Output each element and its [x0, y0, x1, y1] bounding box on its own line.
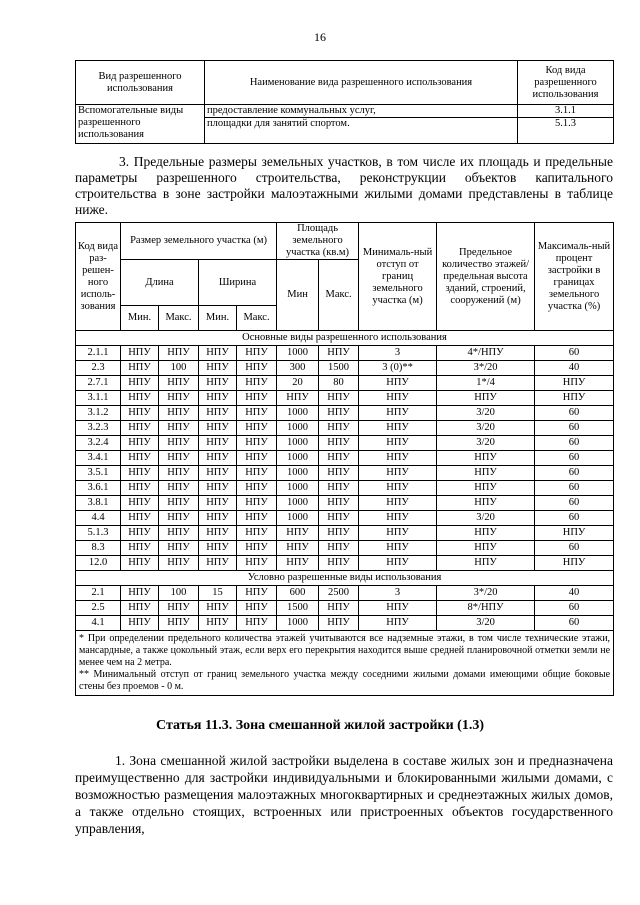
table-row — [76, 391, 614, 406]
table-cell: НПУ — [319, 421, 359, 436]
table-cell: 1500 — [277, 601, 319, 616]
table-cell: НПУ — [359, 376, 437, 391]
table-cell: НПУ — [277, 391, 319, 406]
table-cell: НПУ — [437, 481, 535, 496]
footnote-setback: ** Минимальный отступ от границ земельного участка между соседними жилыми домами имеющими общие боковые стены без проемов - 0 м. — [79, 669, 611, 692]
table-cell: НПУ — [237, 391, 277, 406]
table-cell: НПУ — [277, 526, 319, 541]
table-row — [76, 436, 614, 451]
header-area-max: Макс. — [319, 260, 359, 331]
table-cell: НПУ — [437, 526, 535, 541]
header-area: Площадь земельного участка (кв.м) — [277, 223, 359, 260]
table-cell: 12.0 — [76, 556, 121, 571]
table-cell: НПУ — [121, 556, 159, 571]
table-row — [76, 361, 614, 376]
table-row — [76, 346, 614, 361]
table-cell: НПУ — [237, 376, 277, 391]
table-cell: НПУ — [319, 481, 359, 496]
table-cell: 60 — [535, 436, 614, 451]
table-cell: 3.1.2 — [76, 406, 121, 421]
table-cell: 3.4.1 — [76, 451, 121, 466]
use-kind-cell: Вспомогательные виды разрешенного использования — [76, 105, 205, 144]
table-cell: НПУ — [159, 376, 199, 391]
table-row — [76, 376, 614, 391]
table-cell: НПУ — [121, 421, 159, 436]
table-cell: НПУ — [159, 421, 199, 436]
table-cell: НПУ — [437, 466, 535, 481]
table-cell: НПУ — [237, 346, 277, 361]
table-cell: НПУ — [359, 406, 437, 421]
table-cell: 3.1.1 — [76, 391, 121, 406]
table-row — [76, 556, 614, 571]
table-row — [76, 406, 614, 421]
table-cell: 60 — [535, 496, 614, 511]
table-row — [76, 466, 614, 481]
header-width-min: Мин. — [199, 306, 237, 331]
table-cell: НПУ — [159, 391, 199, 406]
table-cell: НПУ — [159, 601, 199, 616]
table-cell: 1000 — [277, 421, 319, 436]
table-cell: НПУ — [319, 406, 359, 421]
table-cell: НПУ — [359, 526, 437, 541]
table-cell: НПУ — [319, 541, 359, 556]
table-cell: 3/20 — [437, 616, 535, 631]
header-use-kind: Вид разрешенного использования — [76, 61, 205, 105]
table-cell: НПУ — [319, 436, 359, 451]
table-cell: НПУ — [359, 556, 437, 571]
table-cell: НПУ — [359, 601, 437, 616]
table-cell: НПУ — [535, 526, 614, 541]
table-cell: 3.2.4 — [76, 436, 121, 451]
table-cell: 1000 — [277, 511, 319, 526]
table-cell: НПУ — [121, 346, 159, 361]
table-cell: НПУ — [437, 451, 535, 466]
table-row — [76, 541, 614, 556]
table-cell: НПУ — [359, 466, 437, 481]
table-cell: 60 — [535, 481, 614, 496]
table-cell: НПУ — [277, 541, 319, 556]
table-cell: НПУ — [121, 466, 159, 481]
table-cell: НПУ — [319, 466, 359, 481]
table-cell: НПУ — [359, 616, 437, 631]
table-row — [76, 421, 614, 436]
section-row — [76, 331, 614, 346]
table-cell: НПУ — [237, 421, 277, 436]
table-cell: 300 — [277, 361, 319, 376]
table-cell: 15 — [199, 586, 237, 601]
table-cell: НПУ — [121, 406, 159, 421]
table-cell: 3/20 — [437, 421, 535, 436]
table-header-row — [76, 223, 614, 260]
header-length: Длина — [121, 260, 199, 306]
table-cell: НПУ — [237, 361, 277, 376]
table-cell: 4.1 — [76, 616, 121, 631]
table-cell: НПУ — [159, 496, 199, 511]
table-cell: НПУ — [437, 391, 535, 406]
table-cell: 3/20 — [437, 436, 535, 451]
table-cell: НПУ — [159, 541, 199, 556]
table-cell: НПУ — [121, 361, 159, 376]
table-cell: НПУ — [437, 556, 535, 571]
table-row — [76, 511, 614, 526]
table-cell: НПУ — [319, 601, 359, 616]
table-row — [76, 496, 614, 511]
table-cell: 3*/20 — [437, 586, 535, 601]
table-cell: НПУ — [359, 481, 437, 496]
table-cell: НПУ — [199, 406, 237, 421]
table-cell: НПУ — [159, 406, 199, 421]
table-cell: 2.5 — [76, 601, 121, 616]
table-cell: НПУ — [159, 526, 199, 541]
table-cell: НПУ — [121, 511, 159, 526]
page-number: 16 — [314, 30, 326, 44]
table-cell: 2.3 — [76, 361, 121, 376]
table-cell: 3.5.1 — [76, 466, 121, 481]
footnote-floors: * При определении предельного количества этажей учитываются все надземные этажи, в том числе технические этажи, мансардные, а также цокольный этаж, если верх его перекрытия находится выше средней планировочной отметки земли не менее чем на 2 метра. — [79, 633, 611, 668]
paragraph-article-1: 1. Зона смешанной жилой застройки выделена в составе жилых зон и предназначена преимущественно для застройки индивидуальными и блокированными жилыми домами, с возможностью размещения малоэтажных многоквартирных и среднеэтажных жилых домов, а также отдельно стоящих, встроенных или пристроенных объектов государственного управления, — [75, 753, 613, 836]
article-heading: Статья 11.3. Зона смешанной жилой застройки (1.3) — [156, 718, 484, 733]
table-cell: 1*/4 — [437, 376, 535, 391]
table-cell: 1000 — [277, 436, 319, 451]
table-cell: НПУ — [159, 451, 199, 466]
table-cell: НПУ — [199, 526, 237, 541]
table-cell: 40 — [535, 361, 614, 376]
table-cell: 1500 — [319, 361, 359, 376]
table-cell: НПУ — [237, 541, 277, 556]
table-cell: НПУ — [159, 616, 199, 631]
table-cell: НПУ — [199, 361, 237, 376]
section-main-label: Основные виды разрешенного использования — [76, 331, 614, 346]
table-row — [76, 105, 614, 118]
table-cell: НПУ — [437, 541, 535, 556]
table-cell: 20 — [277, 376, 319, 391]
table-cell: НПУ — [199, 496, 237, 511]
table-cell: 1000 — [277, 616, 319, 631]
table-cell: НПУ — [121, 451, 159, 466]
table-cell: НПУ — [359, 436, 437, 451]
table-cell: НПУ — [159, 511, 199, 526]
table-row — [76, 481, 614, 496]
table-cell: НПУ — [159, 346, 199, 361]
table-cell: НПУ — [359, 421, 437, 436]
table-cell: НПУ — [237, 601, 277, 616]
table-header-row — [76, 61, 614, 105]
header-floors: Предельное количество этажей/ предельная высота зданий, строений, сооружений (м) — [437, 223, 535, 331]
table-cell: НПУ — [199, 451, 237, 466]
table-cell: НПУ — [319, 346, 359, 361]
table-cell: НПУ — [319, 451, 359, 466]
table-cell: НПУ — [437, 496, 535, 511]
table-cell: НПУ — [237, 436, 277, 451]
header-use-code: Код вида разрешенного использования — [518, 61, 614, 105]
table-cell: НПУ — [277, 556, 319, 571]
header-setback: Минималь-ный отступ от границ земельного участка (м) — [359, 223, 437, 331]
table-cell: 60 — [535, 466, 614, 481]
header-use-name: Наименование вида разрешенного использования — [205, 61, 518, 105]
table-cell: 3*/20 — [437, 361, 535, 376]
table-cell: 8.3 — [76, 541, 121, 556]
section-conditional-label: Условно разрешенные виды использования — [76, 571, 614, 586]
table-cell: НПУ — [121, 601, 159, 616]
paragraph-3: 3. Предельные размеры земельных участков, в том числе их площадь и предельные параметры разрешенного строительства, реконструкции объектов капитального строительства в зоне застройки малоэтажными жилыми домами представлены в таблице ниже. — [75, 154, 613, 217]
permitted-uses-table — [75, 60, 614, 144]
table-cell: НПУ — [121, 616, 159, 631]
table-cell: НПУ — [237, 526, 277, 541]
table-cell: НПУ — [159, 556, 199, 571]
table-cell: 4.4 — [76, 511, 121, 526]
table-cell: 4*/НПУ — [437, 346, 535, 361]
table-cell: 60 — [535, 451, 614, 466]
table-cell: НПУ — [121, 586, 159, 601]
notes-row — [76, 631, 614, 696]
table-cell: НПУ — [535, 556, 614, 571]
table-cell: НПУ — [199, 556, 237, 571]
table-cell: НПУ — [319, 496, 359, 511]
table-cell: 3.2.3 — [76, 421, 121, 436]
table-row — [76, 616, 614, 631]
table-row — [76, 601, 614, 616]
table-cell: НПУ — [121, 391, 159, 406]
table-cell: НПУ — [237, 496, 277, 511]
table-cell: НПУ — [121, 481, 159, 496]
table-cell: 3 — [359, 346, 437, 361]
table-cell: 5.1.3 — [76, 526, 121, 541]
table-cell: 60 — [535, 601, 614, 616]
header-width-max: Макс. — [237, 306, 277, 331]
table-cell: НПУ — [199, 466, 237, 481]
table-cell: НПУ — [199, 481, 237, 496]
table-cell: НПУ — [319, 556, 359, 571]
header-length-max: Макс. — [159, 306, 199, 331]
table-cell: НПУ — [199, 421, 237, 436]
table-cell: НПУ — [199, 436, 237, 451]
table-cell: НПУ — [121, 526, 159, 541]
table-cell: НПУ — [121, 436, 159, 451]
table-cell: НПУ — [237, 586, 277, 601]
table-cell: НПУ — [319, 511, 359, 526]
table-cell: НПУ — [199, 541, 237, 556]
table-cell: НПУ — [237, 556, 277, 571]
table-cell: НПУ — [237, 466, 277, 481]
table-cell: НПУ — [237, 406, 277, 421]
table-cell: 100 — [159, 361, 199, 376]
table-cell: НПУ — [237, 451, 277, 466]
table-cell: 2.7.1 — [76, 376, 121, 391]
table-cell: 1000 — [277, 466, 319, 481]
table-cell: НПУ — [319, 391, 359, 406]
header-area-min: Мин — [277, 260, 319, 331]
use-name-cell: площадки для занятий спортом. — [205, 118, 518, 144]
table-cell: 60 — [535, 541, 614, 556]
table-cell: 3/20 — [437, 406, 535, 421]
table-cell: НПУ — [159, 466, 199, 481]
table-cell: НПУ — [159, 436, 199, 451]
table-cell: 60 — [535, 616, 614, 631]
table-row — [76, 451, 614, 466]
table-cell: НПУ — [199, 376, 237, 391]
table-cell: 2.1.1 — [76, 346, 121, 361]
table-cell: 1000 — [277, 451, 319, 466]
header-coverage: Максималь-ный процент застройки в границах земельного участка (%) — [535, 223, 614, 331]
table-cell: 60 — [535, 346, 614, 361]
table-cell: НПУ — [199, 391, 237, 406]
table-cell: 60 — [535, 511, 614, 526]
table-cell: НПУ — [359, 496, 437, 511]
table-cell: НПУ — [121, 496, 159, 511]
table-cell: НПУ — [237, 616, 277, 631]
table-cell: 3.6.1 — [76, 481, 121, 496]
table-cell: 1000 — [277, 346, 319, 361]
table-row — [76, 526, 614, 541]
table-cell: НПУ — [159, 481, 199, 496]
table-cell: НПУ — [121, 541, 159, 556]
table-cell: 8*/НПУ — [437, 601, 535, 616]
use-code-cell: 5.1.3 — [518, 118, 614, 144]
table-cell: НПУ — [359, 391, 437, 406]
table-cell: НПУ — [319, 616, 359, 631]
table-cell: 3/20 — [437, 511, 535, 526]
table-cell: НПУ — [199, 511, 237, 526]
table-cell: НПУ — [121, 376, 159, 391]
table-row — [76, 586, 614, 601]
header-length-min: Мин. — [121, 306, 159, 331]
section-row — [76, 571, 614, 586]
table-cell: 100 — [159, 586, 199, 601]
table-cell: 1000 — [277, 406, 319, 421]
table-cell: НПУ — [535, 376, 614, 391]
header-code: Код вида раз-решен-ного исполь-зования — [76, 223, 121, 331]
table-cell: НПУ — [359, 511, 437, 526]
header-width: Ширина — [199, 260, 277, 306]
table-cell: НПУ — [359, 451, 437, 466]
table-cell: 1000 — [277, 481, 319, 496]
header-size: Размер земельного участка (м) — [121, 223, 277, 260]
table-cell: 600 — [277, 586, 319, 601]
table-cell: НПУ — [359, 541, 437, 556]
table-cell: НПУ — [319, 526, 359, 541]
table-cell: 2500 — [319, 586, 359, 601]
use-code-cell: 3.1.1 — [518, 105, 614, 118]
table-cell: НПУ — [199, 346, 237, 361]
table-cell: 1000 — [277, 496, 319, 511]
table-cell: НПУ — [535, 391, 614, 406]
table-cell: 80 — [319, 376, 359, 391]
table-cell: НПУ — [237, 511, 277, 526]
table-cell: 40 — [535, 586, 614, 601]
parameters-table — [75, 222, 614, 696]
use-name-cell: предоставление коммунальных услуг, — [205, 105, 518, 118]
table-cell: 60 — [535, 406, 614, 421]
table-cell: 2.1 — [76, 586, 121, 601]
table-cell: 3.8.1 — [76, 496, 121, 511]
table-cell: НПУ — [237, 481, 277, 496]
table-cell: 3 — [359, 586, 437, 601]
table-cell: НПУ — [199, 601, 237, 616]
table-cell: 60 — [535, 421, 614, 436]
table-cell: НПУ — [199, 616, 237, 631]
table-cell: 3 (0)** — [359, 361, 437, 376]
